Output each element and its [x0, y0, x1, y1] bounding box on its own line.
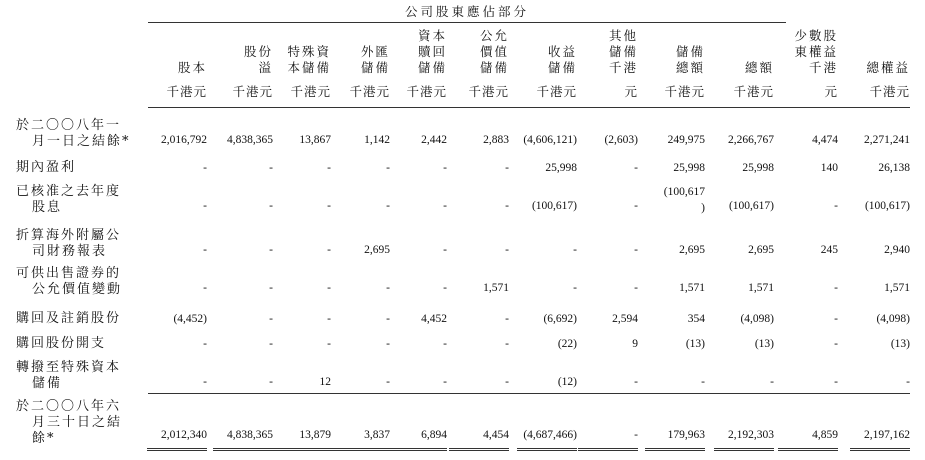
table-cell: 4,474: [812, 134, 838, 146]
table-cell: -: [634, 282, 638, 294]
table-cell: -: [203, 162, 207, 174]
table-cell: -: [834, 282, 838, 294]
column-unit-total_equity: 千港元: [869, 84, 910, 99]
table-cell: (13): [685, 338, 705, 350]
table-cell: (12): [557, 376, 577, 388]
total-double-rule: [778, 448, 838, 451]
table-cell: (22): [557, 338, 577, 350]
table-cell: 12: [319, 376, 331, 388]
table-cell: 3,837: [364, 429, 390, 441]
column-unit-redemption: 千港元: [406, 84, 447, 99]
row-label: 於二〇〇八年六: [16, 399, 122, 414]
table-cell: 2,271,241: [864, 134, 910, 146]
table-cell: 13,879: [299, 429, 331, 441]
column-unit-exchange: 千港元: [349, 84, 390, 99]
column-header-special_capital: 特殊資: [287, 44, 331, 59]
total-double-rule: [213, 448, 273, 451]
table-cell: -: [269, 376, 273, 388]
column-header-exchange: 外匯: [360, 44, 390, 59]
row-label: 月三十日之結: [32, 415, 123, 430]
row-label: 期內盈利: [16, 160, 77, 175]
column-unit-fair_value: 千港元: [468, 84, 509, 99]
table-cell: 2,266,767: [728, 134, 774, 146]
table-cell: 2,940: [884, 244, 910, 256]
column-unit-share_premium: 千港元: [232, 84, 273, 99]
table-cell: -: [386, 200, 390, 212]
column-header-total_reserves: 總額: [675, 60, 705, 75]
table-cell: -: [203, 282, 207, 294]
column-header-total_equity: 總權益: [866, 60, 910, 75]
total-double-rule: [271, 448, 331, 451]
table-cell: 2,016,792: [161, 134, 207, 146]
table-cell: 1,571: [748, 282, 774, 294]
column-header-other: 千港: [608, 60, 638, 75]
total-double-rule: [147, 448, 207, 451]
table-cell: (13): [754, 338, 774, 350]
column-unit-retained: 千港元: [536, 84, 577, 99]
table-cell: -: [386, 313, 390, 325]
table-cell: -: [327, 200, 331, 212]
row-label: 餘*: [32, 431, 56, 446]
table-cell: 1,571: [884, 282, 910, 294]
table-cell: -: [269, 282, 273, 294]
column-header-total: 總額: [744, 60, 774, 75]
table-cell: -: [443, 244, 447, 256]
table-cell: -: [634, 244, 638, 256]
total-double-rule: [330, 448, 390, 451]
table-cell: -: [203, 200, 207, 212]
column-header-share_premium: 溢: [258, 60, 273, 75]
column-header-redemption: 贖回: [417, 44, 447, 59]
table-cell: -: [327, 338, 331, 350]
total-double-rule: [578, 448, 638, 451]
table-cell: -: [386, 376, 390, 388]
table-cell: (4,606,121): [523, 134, 577, 146]
row-label: 公允價值變動: [32, 282, 123, 297]
table-cell: -: [203, 376, 207, 388]
table-cell: 25,998: [545, 162, 577, 174]
table-cell: -: [834, 200, 838, 212]
table-cell: -: [505, 200, 509, 212]
column-header-exchange: 儲備: [360, 60, 390, 75]
table-cell: -: [906, 376, 910, 388]
column-unit-minority: 元: [824, 84, 838, 99]
row-label: 已核准之去年度: [16, 184, 122, 199]
column-header-redemption: 資本: [417, 28, 447, 43]
table-cell: -: [701, 376, 705, 388]
table-cell: -: [573, 282, 577, 294]
table-cell: -: [505, 162, 509, 174]
table-cell: -: [634, 200, 638, 212]
row-label: 購回及註銷股份: [16, 311, 122, 326]
table-cell: -: [634, 376, 638, 388]
table-cell: (100,617): [864, 200, 910, 212]
column-header-total_reserves: 儲備: [675, 44, 705, 59]
table-cell: -: [443, 338, 447, 350]
table-cell: -: [327, 162, 331, 174]
table-cell: -: [269, 162, 273, 174]
table-cell: 2,442: [421, 134, 447, 146]
table-cell: (4,098): [740, 313, 774, 325]
table-cell: (100,617): [728, 200, 774, 212]
table-cell: -: [443, 376, 447, 388]
table-cell: -: [203, 244, 207, 256]
column-header-minority: 千港: [808, 60, 838, 75]
table-cell: 6,894: [421, 429, 447, 441]
table-cell: (13): [890, 338, 910, 350]
column-header-other: 儲備: [608, 44, 638, 59]
table-cell: 354: [687, 313, 705, 325]
row-label: 折算海外附屬公: [16, 228, 122, 243]
table-cell: -: [386, 282, 390, 294]
table-cell: (100,617): [531, 200, 577, 212]
row-label: 儲備: [32, 376, 63, 391]
column-header-minority: 少數股: [794, 28, 838, 43]
table-cell: (4,098): [876, 313, 910, 325]
table-cell: 249,975: [667, 134, 705, 146]
column-header-fair_value: 價值: [479, 44, 509, 59]
table-cell: (4,452): [173, 313, 207, 325]
total-double-rule: [714, 448, 774, 451]
table-cell: 13,867: [299, 134, 331, 146]
header-rule: [148, 107, 910, 108]
row-label: 購回股份開支: [16, 336, 107, 351]
table-cell: -: [770, 376, 774, 388]
table-cell: 4,838,365: [227, 134, 273, 146]
table-cell: -: [834, 338, 838, 350]
table-cell: -: [505, 244, 509, 256]
column-header-other: 其他: [608, 28, 638, 43]
table-cell: 4,452: [421, 313, 447, 325]
total-double-rule: [449, 448, 509, 451]
table-cell: 4,859: [812, 429, 838, 441]
table-cell: -: [203, 338, 207, 350]
column-unit-total: 千港元: [733, 84, 774, 99]
table-cell: -: [634, 162, 638, 174]
table-cell: 9: [632, 338, 638, 350]
table-cell: 2,197,162: [864, 429, 910, 441]
table-cell: 2,594: [612, 313, 638, 325]
table-cell: 1,142: [364, 134, 390, 146]
table-cell: 179,963: [667, 429, 705, 441]
table-cell: 140: [820, 162, 838, 174]
column-header-fair_value: 儲備: [479, 60, 509, 75]
total-double-rule: [645, 448, 705, 451]
table-cell: 26,138: [878, 162, 910, 174]
table-cell: -: [269, 313, 273, 325]
table-cell: (4,687,466): [523, 429, 577, 441]
table-cell: 1,571: [483, 282, 509, 294]
column-unit-share_capital: 千港元: [166, 84, 207, 99]
table-cell: -: [505, 313, 509, 325]
table-cell: -: [834, 313, 838, 325]
table-cell: 4,454: [483, 429, 509, 441]
table-cell: -: [327, 313, 331, 325]
column-unit-special_capital: 千港元: [290, 84, 331, 99]
group-header: 公司股東應佔部分: [404, 4, 529, 19]
table-cell: ): [701, 202, 705, 214]
table-cell: 2,695: [364, 244, 390, 256]
column-header-minority: 東權益: [794, 44, 838, 59]
row-label: 於二〇〇八年一: [16, 118, 122, 133]
table-cell: -: [386, 338, 390, 350]
column-header-share_premium: 股份: [243, 44, 273, 59]
table-cell: 25,998: [673, 162, 705, 174]
column-header-fair_value: 公允: [479, 28, 509, 43]
subtotal-rule: [148, 393, 910, 394]
table-cell: 2,883: [483, 134, 509, 146]
table-cell: -: [327, 244, 331, 256]
total-double-rule: [517, 448, 577, 451]
table-cell: -: [443, 162, 447, 174]
table-cell: -: [269, 338, 273, 350]
table-cell: 4,838,365: [227, 429, 273, 441]
table-cell: -: [269, 200, 273, 212]
table-cell: -: [386, 162, 390, 174]
table-cell: (2,603): [604, 134, 638, 146]
table-cell: 25,998: [742, 162, 774, 174]
group-header-underline: [148, 22, 786, 23]
row-label: 股息: [32, 200, 63, 215]
table-cell: (6,692): [543, 313, 577, 325]
table-cell: -: [269, 244, 273, 256]
table-cell: 2,695: [748, 244, 774, 256]
column-header-retained: 儲備: [547, 60, 577, 75]
row-label: 司財務報表: [32, 244, 108, 259]
table-cell: 1,571: [679, 282, 705, 294]
column-unit-other: 元: [624, 84, 638, 99]
table-cell: -: [443, 282, 447, 294]
table-cell: -: [327, 282, 331, 294]
column-header-special_capital: 本儲備: [287, 60, 331, 75]
table-cell: 2,695: [679, 244, 705, 256]
table-cell: -: [443, 200, 447, 212]
total-double-rule: [387, 448, 447, 451]
table-cell: 245: [820, 244, 838, 256]
table-cell: 2,192,303: [728, 429, 774, 441]
column-header-redemption: 儲備: [417, 60, 447, 75]
table-cell: -: [505, 376, 509, 388]
table-cell: -: [505, 338, 509, 350]
table-cell: -: [834, 376, 838, 388]
column-header-share_capital: 股本: [177, 60, 207, 75]
column-header-retained: 收益: [547, 44, 577, 59]
table-cell: -: [634, 429, 638, 441]
row-label: 月一日之結餘*: [32, 134, 131, 149]
table-cell: (100,617: [663, 186, 705, 198]
row-label: 轉撥至特殊資本: [16, 360, 122, 375]
column-unit-total_reserves: 千港元: [664, 84, 705, 99]
row-label: 可供出售證券的: [16, 266, 122, 281]
total-double-rule: [850, 448, 910, 451]
table-cell: 2,012,340: [161, 429, 207, 441]
table-cell: -: [573, 244, 577, 256]
